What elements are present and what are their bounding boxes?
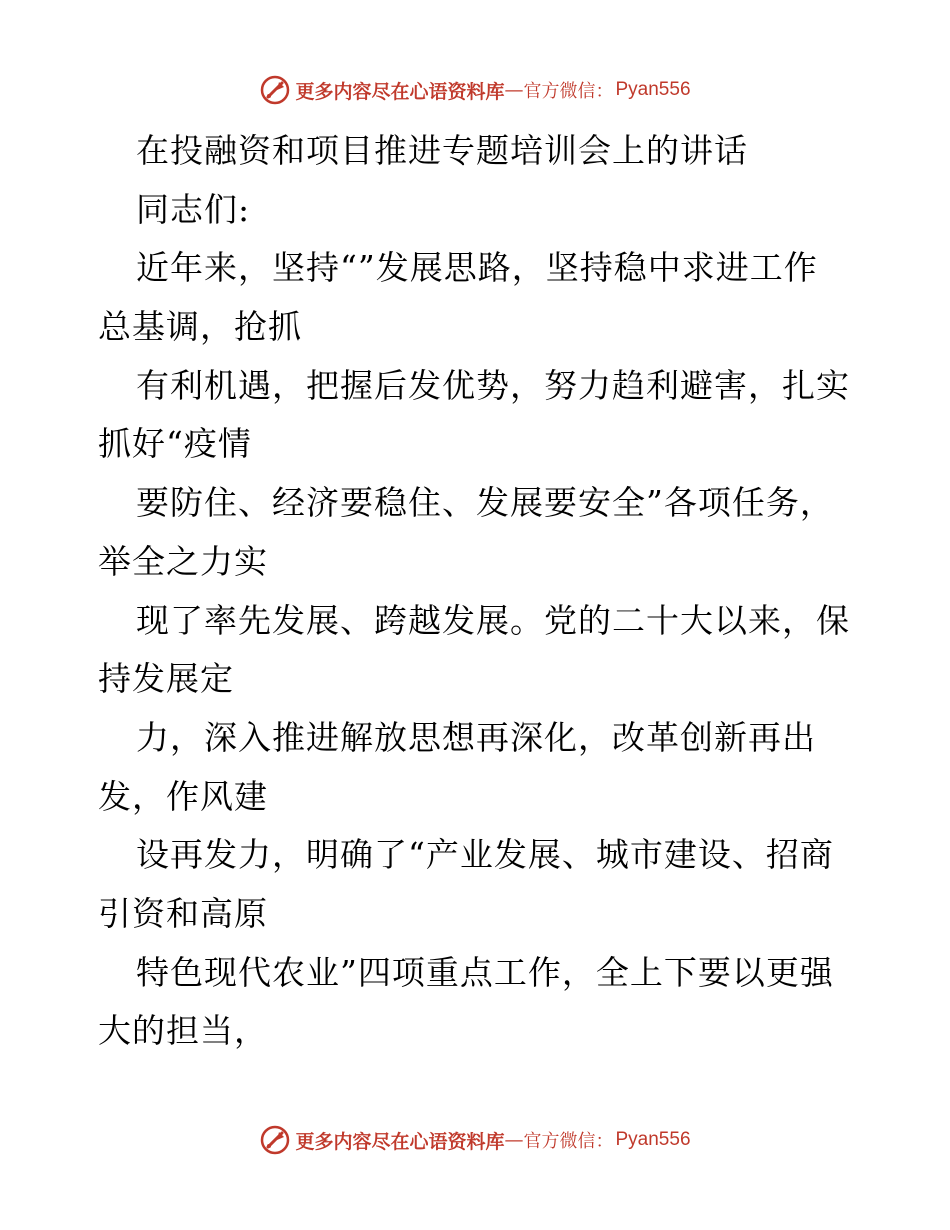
quill-logo-icon bbox=[259, 74, 291, 106]
text-line: 力，深入推进解放思想再深化，改革创新再出 bbox=[136, 717, 816, 757]
wechat-account: Pyan556 bbox=[615, 79, 691, 100]
text-line: 设再发力，明确了“产业发展、城市建设、招商 bbox=[136, 835, 834, 875]
text-line: 抓好“疫情 bbox=[98, 424, 252, 464]
footer-banner bbox=[0, 1120, 950, 1160]
text-line: 持发展定 bbox=[98, 659, 234, 699]
salutation: 同志们: bbox=[136, 189, 251, 229]
text-line: 发，作风建 bbox=[98, 776, 268, 816]
site-name: 更多内容尽在心语资料库 bbox=[295, 1130, 505, 1153]
doc-title: 在投融资和项目推进专题培训会上的讲话 bbox=[136, 131, 748, 170]
header-banner bbox=[0, 70, 950, 110]
quill-logo-icon bbox=[259, 1124, 291, 1156]
text-line: 大的担当， bbox=[98, 1011, 268, 1051]
wechat-account: Pyan556 bbox=[615, 1129, 691, 1150]
banner-dash: — bbox=[504, 1129, 524, 1151]
text-line: 现了率先发展、跨越发展。党的二十大以来，保 bbox=[136, 600, 850, 640]
text-line: 有利机遇，把握后发优势，努力趋利避害，扎实 bbox=[136, 365, 850, 405]
text-line: 要防住、经济要稳住、发展要安全”各项任务， bbox=[136, 483, 834, 523]
site-name: 更多内容尽在心语资料库 bbox=[295, 80, 505, 103]
banner-dash: — bbox=[504, 79, 524, 101]
text-line: 引资和高原 bbox=[98, 893, 268, 933]
text-line: 举全之力实 bbox=[98, 541, 268, 581]
wechat-label: 官方微信： bbox=[523, 81, 614, 102]
text-line: 总基调，抢抓 bbox=[98, 307, 302, 347]
text-line: 特色现代农业”四项重点工作，全上下要以更强 bbox=[136, 952, 834, 992]
text-line: 近年来，坚持“”发展思路，坚持稳中求进工作 bbox=[136, 248, 818, 288]
document-body bbox=[98, 122, 858, 1061]
wechat-label: 官方微信： bbox=[523, 1131, 614, 1152]
